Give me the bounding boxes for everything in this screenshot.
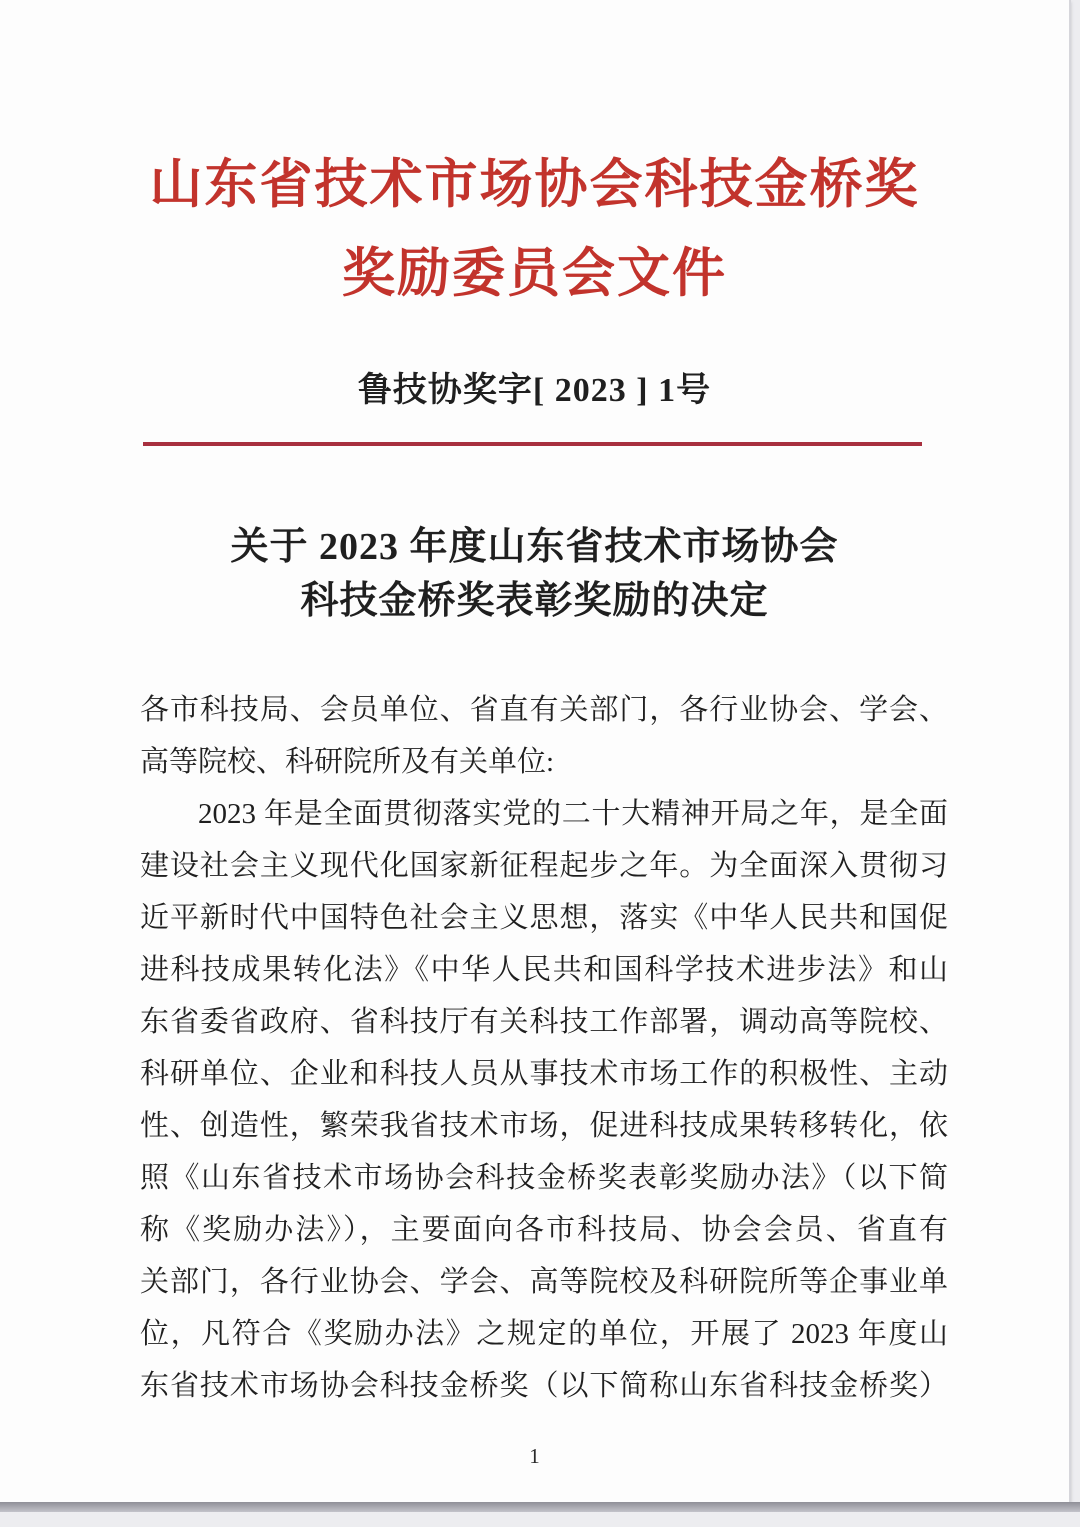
decision-title-line1: 关于 2023 年度山东省技术市场协会 (230, 526, 839, 568)
body-line: 进科技成果转化法》《中华人民共和国科学技术进步法》和山 (140, 954, 948, 986)
body-line: 东省技术市场协会科技金桥奖（以下简称山东省科技金桥奖） (140, 1370, 948, 1402)
body-line: 建设社会主义现代化国家新征程起步之年。为全面深入贯彻习 (140, 850, 948, 882)
decision-title (0, 520, 1069, 628)
document-number: 鲁技协奖字[ 2023 ] 1号 (357, 372, 712, 409)
page-number: 1 (529, 1444, 540, 1468)
body-line: 称《奖励办法》），主要面向各市科技局、协会会员、省直有 (140, 1214, 948, 1246)
body-line: 科研单位、企业和科技人员从事技术市场工作的积极性、主动 (140, 1058, 948, 1090)
body-line: 东省委省政府、省科技厅有关科技工作部署，调动高等院校、 (140, 1006, 948, 1038)
body-line: 位，凡符合《奖励办法》之规定的单位，开展了 2023 年度山 (140, 1318, 948, 1350)
body-line: 2023 年是全面贯彻落实党的二十大精神开局之年，是全面 (198, 798, 948, 830)
letterhead-title-line2: 奖励委员会文件 (342, 245, 727, 303)
letterhead-title-line1: 山东省技术市场协会科技金桥奖 (149, 156, 920, 214)
decision-title-line2: 科技金桥奖表彰奖励的决定 (300, 580, 769, 622)
salutation-line: 高等院校、科研院所及有关单位: (140, 746, 555, 778)
body-line: 关部门，各行业协会、学会、高等院校及科研院所等企事业单 (140, 1266, 948, 1298)
red-divider-line (143, 442, 922, 446)
document-body (140, 684, 948, 1412)
body-line: 性、创造性，繁荣我省技术市场，促进科技成果转移转化，依 (140, 1110, 948, 1142)
scan-bottom-edge-shadow (0, 1502, 1080, 1512)
body-line: 照《山东省技术市场协会科技金桥奖表彰奖励办法》（以下简 (140, 1162, 948, 1194)
salutation-line: 各市科技局、会员单位、省直有关部门，各行业协会、学会、 (140, 694, 948, 726)
body-line: 近平新时代中国特色社会主义思想，落实《中华人民共和国促 (140, 902, 948, 934)
